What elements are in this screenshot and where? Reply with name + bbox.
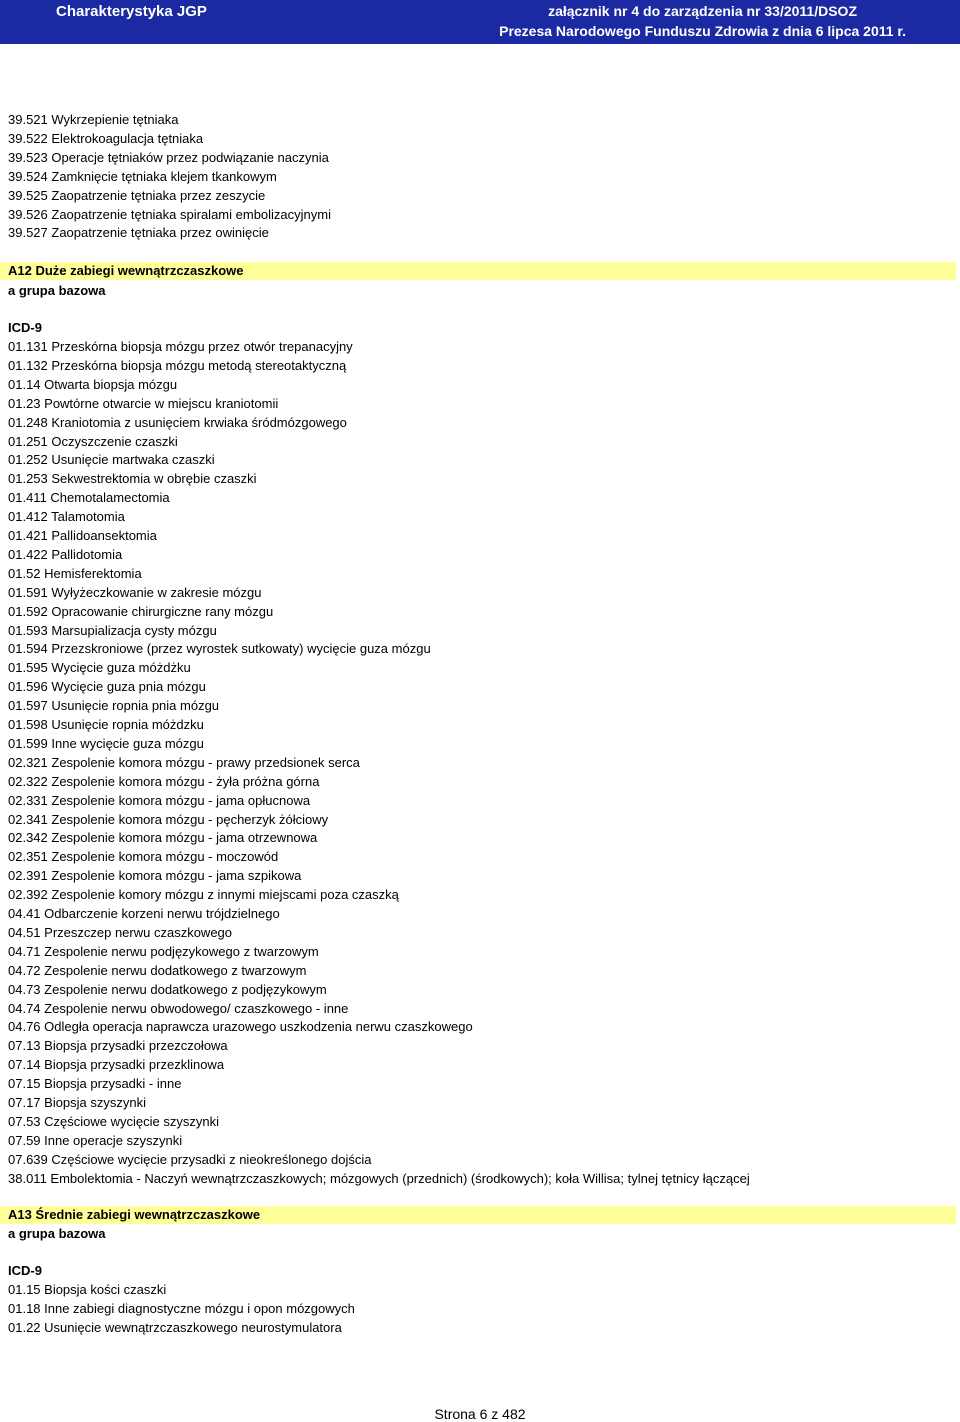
list-item: 07.13 Biopsja przysadki przezczołowa bbox=[8, 1038, 228, 1054]
list-item: 02.342 Zespolenie komora mózgu - jama otrzewnowa bbox=[8, 830, 318, 846]
list-item: 39.521 Wykrzepienie tętniaka bbox=[8, 112, 179, 127]
list-item: 01.591 Wyłyżeczkowanie w zakresie mózgu bbox=[8, 584, 262, 600]
list-item: 02.392 Zespolenie komory mózgu z innymi miejscami poza czaszką bbox=[8, 887, 399, 903]
section-subtitle-a12: a grupa bazowa bbox=[8, 283, 106, 298]
list-item: 01.593 Marsupializacja cysty mózgu bbox=[8, 622, 217, 638]
list-item: 02.321 Zespolenie komora mózgu - prawy przedsionek serca bbox=[8, 754, 360, 770]
page-header bbox=[0, 0, 960, 44]
section-subtitle-a13: a grupa bazowa bbox=[8, 1226, 106, 1241]
list-item: 39.525 Zaopatrzenie tętniaka przez zeszycie bbox=[8, 187, 266, 203]
page-number: Strona 6 z 482 bbox=[434, 1406, 526, 1422]
list-item: 39.523 Operacje tętniaków przez podwiązanie naczynia bbox=[8, 149, 329, 165]
list-item: 01.595 Wycięcie guza móżdżku bbox=[8, 660, 191, 676]
list-item: 39.526 Zaopatrzenie tętniaka spiralami embolizacyjnymi bbox=[8, 206, 331, 222]
header-reference bbox=[499, 1, 906, 41]
list-item: 04.72 Zespolenie nerwu dodatkowego z twarzowym bbox=[8, 962, 307, 978]
list-item: 01.599 Inne wycięcie guza mózgu bbox=[8, 735, 204, 751]
list-item: 01.421 Pallidoansektomia bbox=[8, 528, 157, 543]
section-title-a12: A12 Duże zabiegi wewnątrzczaszkowe bbox=[0, 262, 956, 280]
list-item: 04.51 Przeszczep nerwu czaszkowego bbox=[8, 924, 233, 940]
list-item: 01.592 Opracowanie chirurgiczne rany mózgu bbox=[8, 603, 274, 619]
list-item: 07.17 Biopsja szyszynki bbox=[8, 1095, 147, 1110]
list-item: 39.522 Elektrokoagulacja tętniaka bbox=[8, 130, 204, 146]
list-item: 01.252 Usunięcie martwaka czaszki bbox=[8, 452, 215, 468]
list-item: 07.15 Biopsja przysadki - inne bbox=[8, 1076, 182, 1092]
list-item: 01.248 Kraniotomia z usunięciem krwiaka śródmózgowego bbox=[8, 414, 347, 430]
list-item: 39.524 Zamknięcie tętniaka klejem tkankowym bbox=[8, 168, 277, 184]
list-item: 38.011 Embolektomia - Naczyń wewnątrzczaszkowych; mózgowych (przednich) (środkowych); koła Willisa; tylnej tętnicy łączącej bbox=[8, 1170, 750, 1186]
list-item: 01.594 Przezskroniowe (przez wyrostek sutkowaty) wycięcie guza mózgu bbox=[8, 641, 431, 657]
list-item: 01.253 Sekwestrektomia w obrębie czaszki bbox=[8, 471, 257, 487]
list-item: 07.639 Częściowe wycięcie przysadki z nieokreślonego dojścia bbox=[8, 1151, 372, 1167]
list-item: 07.14 Biopsja przysadki przezklinowa bbox=[8, 1057, 225, 1073]
list-item: 04.74 Zespolenie nerwu obwodowego/ czaszkowego - inne bbox=[8, 1000, 349, 1016]
list-item: 01.15 Biopsja kości czaszki bbox=[8, 1282, 167, 1297]
icd-label-a12: ICD-9 bbox=[8, 320, 42, 335]
list-item: 04.73 Zespolenie nerwu dodatkowego z podjęzykowym bbox=[8, 981, 327, 997]
header-title: Charakterystyka JGP bbox=[56, 3, 207, 20]
list-item: 07.53 Częściowe wycięcie szyszynki bbox=[8, 1113, 219, 1129]
list-item: 01.412 Talamotomia bbox=[8, 509, 125, 525]
list-item: 01.598 Usunięcie ropnia móżdzku bbox=[8, 717, 204, 732]
list-item: 04.41 Odbarczenie korzeni nerwu trójdzielnego bbox=[8, 906, 280, 921]
list-item: 02.331 Zespolenie komora mózgu - jama opłucnowa bbox=[8, 792, 311, 808]
list-item: 01.422 Pallidotomia bbox=[8, 546, 123, 562]
list-item: 01.411 Chemotalamectomia bbox=[8, 490, 170, 506]
list-item: 39.527 Zaopatrzenie tętniaka przez owinięcie bbox=[8, 225, 269, 241]
list-item: 01.132 Przeskórna biopsja mózgu metodą stereotaktyczną bbox=[8, 357, 347, 373]
list-item: 02.351 Zespolenie komora mózgu - moczowód bbox=[8, 849, 279, 865]
icd-label-a13: ICD-9 bbox=[8, 1263, 42, 1278]
list-item: 01.23 Powtórne otwarcie w miejscu kraniotomii bbox=[8, 395, 279, 411]
list-item: 01.22 Usunięcie wewnątrzczaszkowego neurostymulatora bbox=[8, 1319, 342, 1335]
list-item: 07.59 Inne operacje szyszynki bbox=[8, 1132, 183, 1148]
list-item: 04.76 Odległa operacja naprawcza urazowego uszkodzenia nerwu czaszkowego bbox=[8, 1019, 473, 1035]
list-item: 01.131 Przeskórna biopsja mózgu przez otwór trepanacyjny bbox=[8, 339, 353, 354]
list-item: 04.71 Zespolenie nerwu podjęzykowego z twarzowym bbox=[8, 943, 319, 959]
list-item: 01.18 Inne zabiegi diagnostyczne mózgu i opon mózgowych bbox=[8, 1300, 355, 1316]
list-item: 01.14 Otwarta biopsja mózgu bbox=[8, 376, 178, 392]
header-reference-line1: załącznik nr 4 do zarządzenia nr 33/2011/DSOZ bbox=[548, 3, 857, 19]
list-item: 01.52 Hemisferektomia bbox=[8, 565, 142, 581]
list-item: 02.322 Zespolenie komora mózgu - żyła próżna górna bbox=[8, 773, 320, 789]
list-item: 02.341 Zespolenie komora mózgu - pęcherzyk żółciowy bbox=[8, 811, 329, 827]
section-title-a13: A13 Średnie zabiegi wewnątrzczaszkowe bbox=[0, 1206, 956, 1224]
header-reference-line2: Prezesa Narodowego Funduszu Zdrowia z dnia 6 lipca 2011 r. bbox=[499, 23, 906, 39]
list-item: 02.391 Zespolenie komora mózgu - jama szpikowa bbox=[8, 868, 302, 884]
list-item: 01.251 Oczyszczenie czaszki bbox=[8, 433, 178, 449]
list-item: 01.596 Wycięcie guza pnia mózgu bbox=[8, 679, 206, 695]
list-item: 01.597 Usunięcie ropnia pnia mózgu bbox=[8, 698, 220, 714]
